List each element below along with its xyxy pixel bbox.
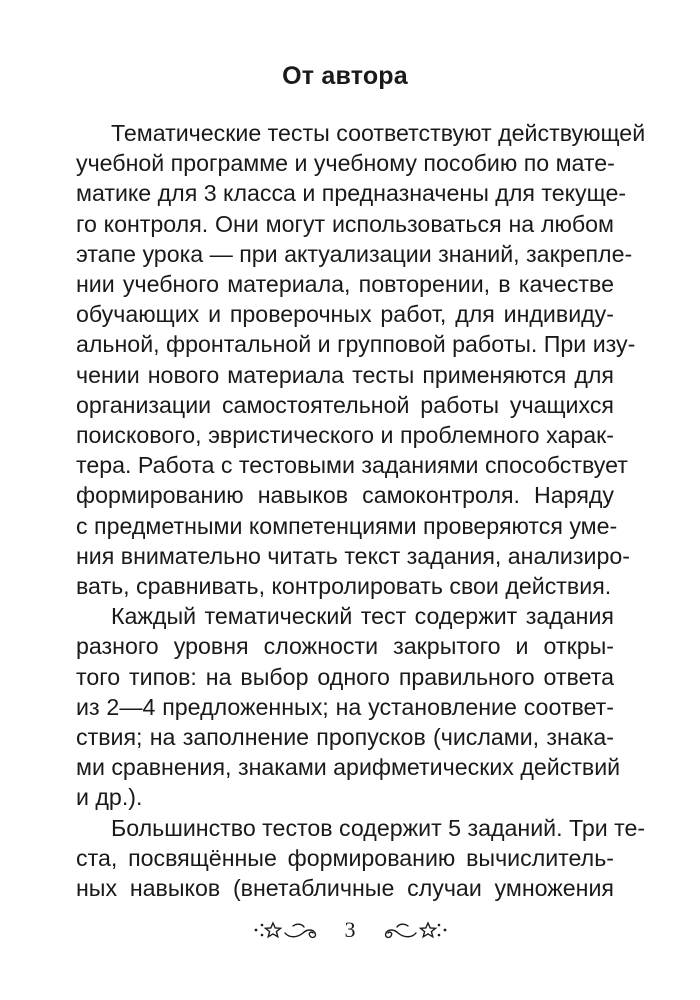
text-line: Большинство тестов содержит 5 заданий. Три те- [111,814,646,841]
page-number: 3 [344,917,356,942]
text-line: го контроля. Они могут использоваться на любом [76,210,614,237]
text-line: альной, фронтальной и групповой работы. При изу- [76,331,636,358]
ornament-icon [376,917,448,943]
document-page [76,60,646,903]
text-line: ми сравнения, знаками арифметических действий [76,754,621,781]
text-line: ния внимательно читать текст задания, анализиро- [76,542,630,569]
text-line: матике для 3 класса и предназначены для текуще- [76,180,627,207]
text-line: с предметными компетенциями проверяются уме- [76,512,618,539]
text-line: обучающих и проверочных работ, для индивиду- [76,301,614,328]
text-line: ных навыков (внетабличные случаи умножения [76,875,614,902]
text-line: разного уровня сложности закрытого и откры- [76,633,614,660]
text-line: учебной программе и учебному пособию по мате- [76,150,615,177]
text-line: тера. Работа с тестовыми заданиями способствует [76,452,628,479]
text-line: из 2—4 предложенных; на установление соответ- [76,693,614,720]
text-line: Тематические тесты соответствуют действующей [111,120,646,146]
paragraph [76,118,646,601]
text-line: того типов: на выбор одного правильного ответа [76,663,614,690]
text-line: вать, сравнивать, контролировать свои действия. [76,573,612,600]
ornament-icon [253,917,325,943]
text-line: Каждый тематический тест содержит задания [111,603,614,630]
paragraph [76,813,646,904]
text-line: и др.). [76,784,143,811]
text-line: поискового, эвристического и проблемного харак- [76,422,614,449]
page-title: От автора [282,62,408,90]
text-line: ста, посвящённые формированию вычислитель- [76,844,614,871]
page-footer [0,917,700,943]
text-line: ствия; на заполнение пропусков (числами, знака- [76,724,614,751]
text-line: нии учебного материала, повторении, в качестве [76,271,614,298]
text-line: формированию навыков самоконтроля. Наряду [76,482,614,509]
text-line: организации самостоятельной работы учащихся [76,391,614,418]
text-line: чении нового материала тесты применяются для [76,361,614,388]
text-line: этапе урока — при актуализации знаний, закрепле- [76,240,633,267]
paragraph [76,601,621,812]
